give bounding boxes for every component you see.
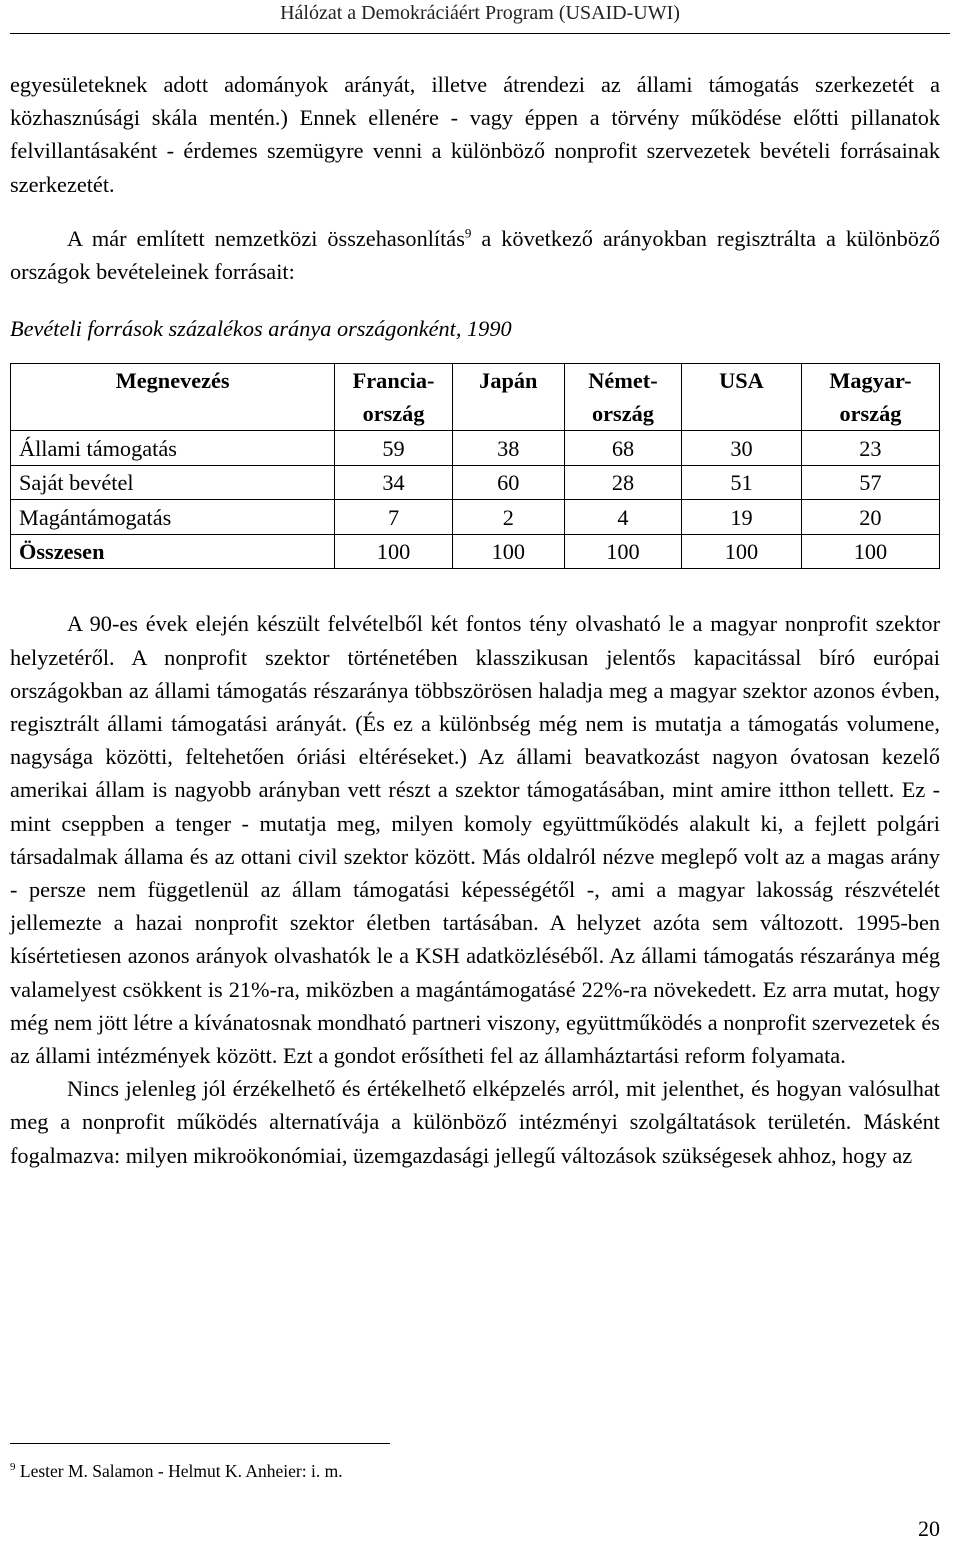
- table-cell: 30: [682, 431, 802, 466]
- footnote-rule: [10, 1443, 390, 1444]
- row-label: Állami támogatás: [11, 431, 335, 466]
- paragraph-2: [10, 222, 940, 288]
- table-cell: 57: [801, 465, 939, 500]
- table-row-total: [11, 534, 940, 569]
- paragraph-3: A 90-es évek elején készült felvételből két fontos tény olvasható le a magyar nonprofit szektor helyzetéről. A nonprofit szektor történetében klasszikusan jelentős kapacitással bíró európai országokban az állami támogatás részaránya többszörösen haladja meg a magyar szektor azonos évben, regisztrált állami támogatási arányát. (És ez a különbség még nem is mutatja a támogatás volumene, nagysága közötti, feltehetően óriási eltéréseket.) Az állami beavatkozást nagyon óvatosan kezelő amerikai állam is nagyobb arányban vett részt a szektor támogatásában, mint amire itthon tellett. Ez - mint cseppben a tenger - mutatja meg, milyen komoly együttműködés alakult ki, a fejlett polgári társadalmak állama és az ottani civil szektor között. Más oldalról nézve meglepő volt az a magas arány - persze nem függetlenül az állam támogatási képességétől -, ami a magyar lakosság részvételét jellemezte a hazai nonprofit szektor életben tartásában. A helyzet azóta sem változott. 1995-ben kísértetiesen azonos arányok olvashatók le a KSH adatközléséből. Az állami támogatás részaránya még valamelyest csökkent is 21%-ra, miközben a magántámogatásé 22%-ra növekedett. Ez arra mutat, hogy még nem jött létre a kívánatosnak mondható partneri viszony, együttműködés a nonprofit szervezetek és az állami intézmények között. Ezt a gondot erősítheti fel az államháztartási reform folyamata.: [10, 611, 940, 1069]
- header-cell-hungary: Magyar- ország: [801, 364, 939, 431]
- row-label-total: Összesen: [11, 534, 335, 569]
- table-cell: 4: [564, 500, 681, 535]
- table-cell: 38: [452, 431, 564, 466]
- table-row: [11, 465, 940, 500]
- paragraph-2-text-b: a következő arányokban regisztrálta a különböző országok bevételeinek forrásait:: [10, 225, 940, 285]
- paragraph-1: egyesületeknek adott adományok arányát, illetve átrendezi az állami támogatás szerkezetét a közhasznúsági skála mentén.) Ennek ellenére - vagy éppen a törvény működése előtti pillanatok felvillantásaként - érdemes szemügyre venni a különböző nonprofit szervezetek bevételi forrásainak szerkezetét.: [10, 72, 940, 197]
- table-cell: 28: [564, 465, 681, 500]
- table-cell: 100: [452, 534, 564, 569]
- table-header-row: [11, 364, 940, 431]
- header-cell-usa: USA: [682, 364, 802, 431]
- table-row: [11, 431, 940, 466]
- table-cell: 100: [564, 534, 681, 569]
- page-content: [10, 68, 940, 1172]
- table-cell: 100: [335, 534, 452, 569]
- footnote: [10, 1459, 343, 1483]
- table-cell: 20: [801, 500, 939, 535]
- table-cell: 7: [335, 500, 452, 535]
- table-cell: 100: [801, 534, 939, 569]
- paragraph-4: Nincs jelenleg jól érzékelhető és értékelhető elképzelés arról, mit jelenthet, és hogyan valósulhat meg a nonprofit működés alternatívája a különböző intézményi szolgáltatások területén. Másként fogalmazva: milyen mikroökonómiai, üzemgazdasági jellegű változások szükségesek ahhoz, hogy az: [10, 1076, 940, 1168]
- table-cell: 23: [801, 431, 939, 466]
- footnote-number: 9: [10, 1461, 16, 1474]
- header-cell-name: Megnevezés: [11, 364, 335, 431]
- revenue-table: [10, 363, 940, 569]
- table-cell: 68: [564, 431, 681, 466]
- header-cell-germany: Német- ország: [564, 364, 681, 431]
- table-cell: 51: [682, 465, 802, 500]
- footnote-text: Lester M. Salamon - Helmut K. Anheier: i. m.: [15, 1461, 343, 1481]
- header-cell-japan: Japán: [452, 364, 564, 431]
- table-cell: 100: [682, 534, 802, 569]
- page-header: Hálózat a Demokráciáért Program (USAID-UWI): [280, 2, 680, 24]
- row-label: Saját bevétel: [11, 465, 335, 500]
- header-rule: [10, 33, 950, 34]
- table-cell: 59: [335, 431, 452, 466]
- footnote-reference: 9: [464, 225, 472, 241]
- table-cell: 34: [335, 465, 452, 500]
- paragraph-2-text-a: A már említett nemzetközi összehasonlítás: [67, 225, 465, 251]
- row-label: Magántámogatás: [11, 500, 335, 535]
- table-caption: Bevételi források százalékos aránya országonként, 1990: [10, 316, 512, 342]
- table-cell: 60: [452, 465, 564, 500]
- table-cell: 19: [682, 500, 802, 535]
- page-number: 20: [918, 1516, 940, 1541]
- table-row: [11, 500, 940, 535]
- header-cell-france: Francia- ország: [335, 364, 452, 431]
- table-cell: 2: [452, 500, 564, 535]
